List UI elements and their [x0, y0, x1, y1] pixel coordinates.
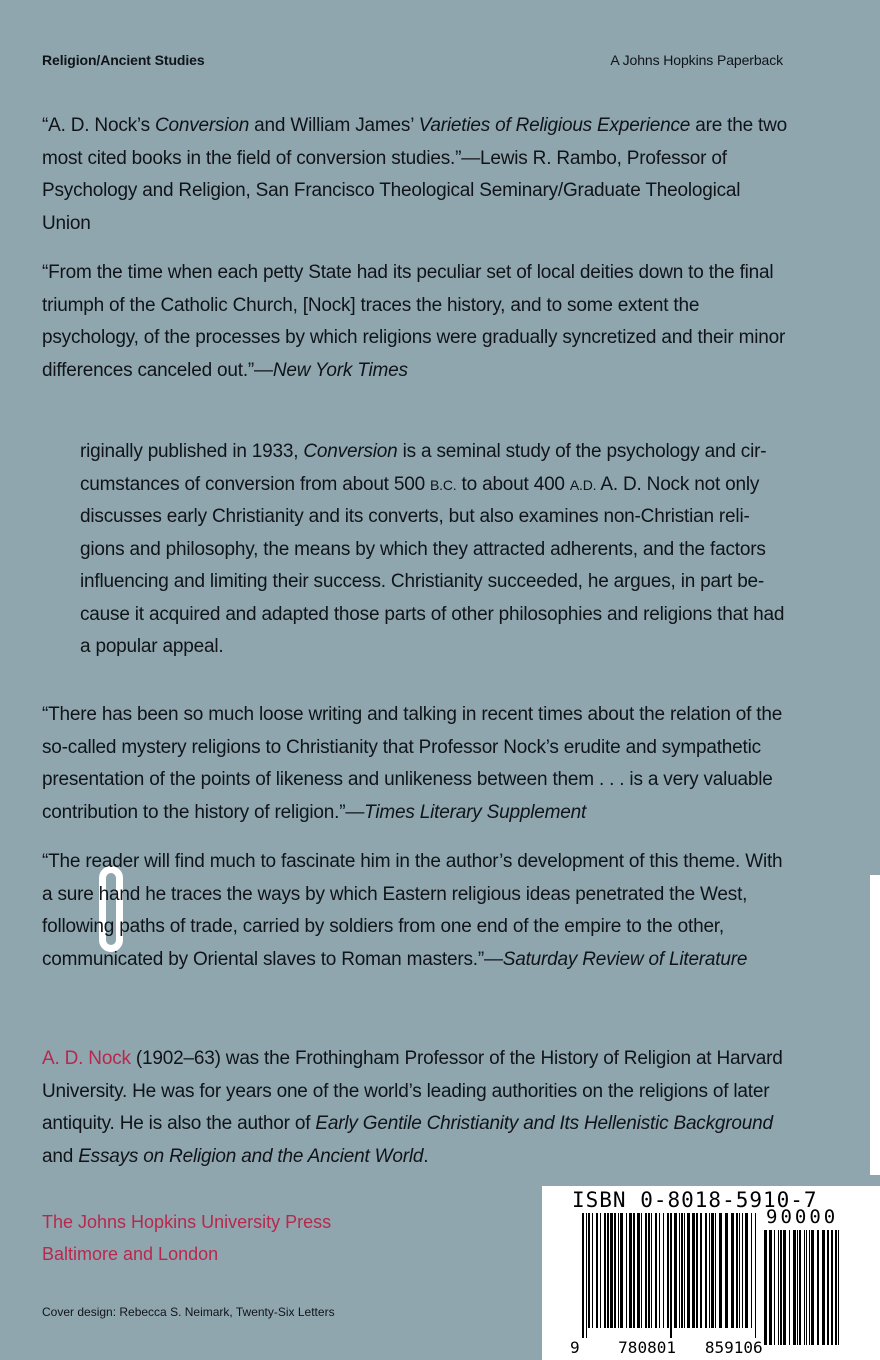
barcode-bar [633, 1213, 635, 1328]
barcode-bar [614, 1213, 616, 1328]
barcode-bar [838, 1230, 839, 1345]
isbn-barcode [542, 1186, 880, 1360]
description-line [80, 501, 822, 534]
barcode-bar [700, 1213, 702, 1328]
barcode-bar [626, 1213, 627, 1328]
barcode-bar [822, 1230, 825, 1345]
barcode-bar [769, 1230, 772, 1345]
bio-text: . [423, 1145, 429, 1167]
barcode-bar [745, 1213, 748, 1328]
quote-title: Varieties of Religious Experience [418, 115, 691, 136]
barcode-bar [804, 1230, 805, 1345]
barcode-bar [679, 1213, 680, 1328]
description-segment: influencing and limiting their success. Christianity succeeded, he argues, in part be- [80, 571, 765, 592]
barcode-bar [751, 1213, 752, 1328]
barcode-bar [778, 1230, 779, 1345]
barcode-bar [799, 1230, 801, 1345]
barcode-bar [588, 1213, 590, 1328]
barcode-bar [736, 1213, 738, 1328]
quote-title: Saturday Review of Literature [502, 948, 748, 970]
quote-title: Times Literary Supplement [364, 801, 587, 823]
barcode-bar [674, 1213, 677, 1328]
barcode-bar [684, 1213, 685, 1328]
description-segment: cause it acquired and adapted those parts of other philosophies and religions that had [80, 603, 785, 625]
barcode-bar [659, 1213, 660, 1328]
publisher-block [42, 1206, 331, 1270]
barcode-bar [641, 1213, 642, 1328]
publisher-name: The Johns Hopkins University Press [42, 1212, 332, 1232]
quote-text: and William James’ [249, 115, 419, 136]
barcode-bar [637, 1213, 640, 1328]
quote-text: “A. D. Nock’s [42, 115, 155, 136]
barcode-bar [586, 1213, 587, 1338]
barcode-bar [681, 1213, 683, 1328]
quote-text: “There has been so much loose writing and talking in recent times about the relation of the so-called mystery religions to Christianity that Professor Nock’s erudite and sympathetic presentation of the points of likeness and unlikeness between them . . . is a very valuable contribution to the history of religion.”— [42, 704, 783, 823]
addon-barcode-bars [764, 1230, 842, 1345]
edge-strip [870, 875, 880, 1175]
bio-title: Essays on Religion and the Ancient World [78, 1145, 424, 1167]
review-quote-new-york-times [42, 257, 787, 387]
description-line [80, 566, 822, 599]
barcode-bar [731, 1213, 734, 1328]
barcode-bar [774, 1230, 775, 1345]
isbn-number: ISBN 0-8018-5910-7 [572, 1188, 818, 1212]
barcode-bar [596, 1213, 598, 1328]
description-segment: Conversion [303, 441, 398, 462]
description-line [80, 599, 822, 632]
barcode-bar [670, 1213, 672, 1338]
barcode-bar [719, 1213, 722, 1328]
description-line [80, 469, 822, 502]
barcode-bar [600, 1213, 601, 1328]
author-bio [42, 1043, 787, 1173]
barcode-bar [607, 1213, 609, 1328]
description-segment: B.C. [430, 476, 457, 493]
barcode-bar [610, 1213, 613, 1328]
barcode-bar [793, 1230, 796, 1345]
barcode-bar [709, 1213, 710, 1328]
barcode-bar [645, 1213, 647, 1328]
description-line [80, 534, 822, 567]
barcode-bar [780, 1230, 782, 1345]
description-segment: riginally published in 1933, [80, 441, 304, 462]
barcode-bar [783, 1230, 786, 1345]
description-segment: to about 400 [456, 473, 570, 495]
barcode-bar [592, 1213, 593, 1328]
quote-title: Conversion [154, 115, 250, 136]
barcode-bar [797, 1230, 798, 1345]
barcode-bar [648, 1213, 650, 1328]
barcode-bar [620, 1213, 623, 1328]
barcode-bar [655, 1213, 657, 1328]
barcode-bar [711, 1213, 714, 1328]
barcode-bar [582, 1213, 584, 1338]
description-text [80, 436, 822, 664]
description-segment: discusses early Christianity and its converts, but also examines non-Christian reli- [80, 506, 750, 527]
barcode-bar [715, 1213, 716, 1328]
barcode-bar [705, 1213, 707, 1328]
description-segment: cumstances of conversion from about 500 [80, 473, 431, 495]
barcode-bar [764, 1230, 767, 1345]
quote-text: “The reader will find much to fascinate him in the author’s development of this theme. With a sure hand he traces the ways by which Eastern religious ideas penetrated the West, following paths of trade, carried by soldiers from one end of the empire to the other, communicated by Oriental slaves to Roman masters.”— [42, 851, 783, 970]
barcode-bar [725, 1213, 728, 1328]
publisher-location: Baltimore and London [42, 1244, 219, 1264]
quote-text: are the two most cited books in the field of conversion studies.”—Lewis R. Rambo, Professor of Psychology and Religion, San Francisco Theological Seminary/Graduate Theological Union [42, 115, 788, 234]
ean-right-digits: 859106 [704, 1338, 763, 1357]
barcode-bar [604, 1213, 606, 1328]
price-addon-code: 90000 [766, 1206, 839, 1228]
series-label: A Johns Hopkins Paperback [610, 52, 783, 68]
description-segment: A. D. Nock not only [596, 473, 760, 495]
review-quote-rambo [42, 110, 787, 240]
barcode-bar [663, 1213, 664, 1328]
barcode-bar [827, 1230, 829, 1345]
review-quote-saturday-review [42, 846, 787, 976]
barcode-bar [835, 1230, 837, 1345]
barcode-bar [789, 1230, 790, 1345]
barcode-bar [809, 1230, 810, 1345]
description-segment: is a seminal study of the psychology and cir- [397, 441, 767, 462]
barcode-bar [811, 1230, 814, 1345]
barcode-bar [696, 1213, 698, 1328]
description-segment: gions and philosophy, the means by which they attracted adherents, and the factors [80, 538, 766, 560]
barcode-bar [806, 1230, 807, 1345]
bio-text: (1902–63) was the Frothingham Professor of the History of Religion at Harvard University. He was for years one of the world’s leading authorities on the religions of later antiquity. He is also the author of [42, 1048, 783, 1134]
barcode-bar [817, 1230, 819, 1345]
review-quote-times-literary-supplement [42, 699, 787, 829]
author-bio-text [42, 1048, 783, 1167]
ean-barcode-bars [582, 1213, 758, 1338]
barcode-bar [831, 1230, 833, 1345]
ean-left-digits: 780801 [618, 1338, 676, 1357]
description-segment: A.D. [569, 476, 597, 493]
bio-text: and [42, 1145, 79, 1167]
category-label: Religion/Ancient Studies [42, 52, 205, 68]
barcode-bar [755, 1213, 756, 1338]
description-line [80, 436, 822, 469]
quote-text: “From the time when each petty State had its peculiar set of local deities down to the final triumph of the Catholic Church, [Nock] traces the history, and to some extent the psychology, of the processes by which religions were gradually syncretized and their minor differences canceled out.”— [42, 262, 786, 381]
barcode-bar [687, 1213, 690, 1328]
barcode-bar [618, 1213, 619, 1328]
barcode-bar [692, 1213, 695, 1328]
barcode-bar [739, 1213, 740, 1328]
author-name: A. D. Nock [42, 1048, 131, 1069]
bio-title: Early Gentile Christianity and Its Hellenistic Background [315, 1113, 773, 1134]
quote-title: New York Times [272, 359, 408, 381]
description-line [80, 631, 822, 664]
barcode-bar [651, 1213, 652, 1328]
header-bar [42, 52, 783, 68]
description-segment: a popular appeal. [80, 636, 224, 657]
cover-design-credit: Cover design: Rebecca S. Neimark, Twenty-Six Letters [42, 1305, 335, 1319]
barcode-bar [629, 1213, 632, 1328]
ean-lead-digit: 9 [570, 1338, 580, 1357]
barcode-bar [742, 1213, 743, 1328]
barcode-bar [667, 1213, 669, 1328]
ean-digits [570, 1338, 763, 1357]
